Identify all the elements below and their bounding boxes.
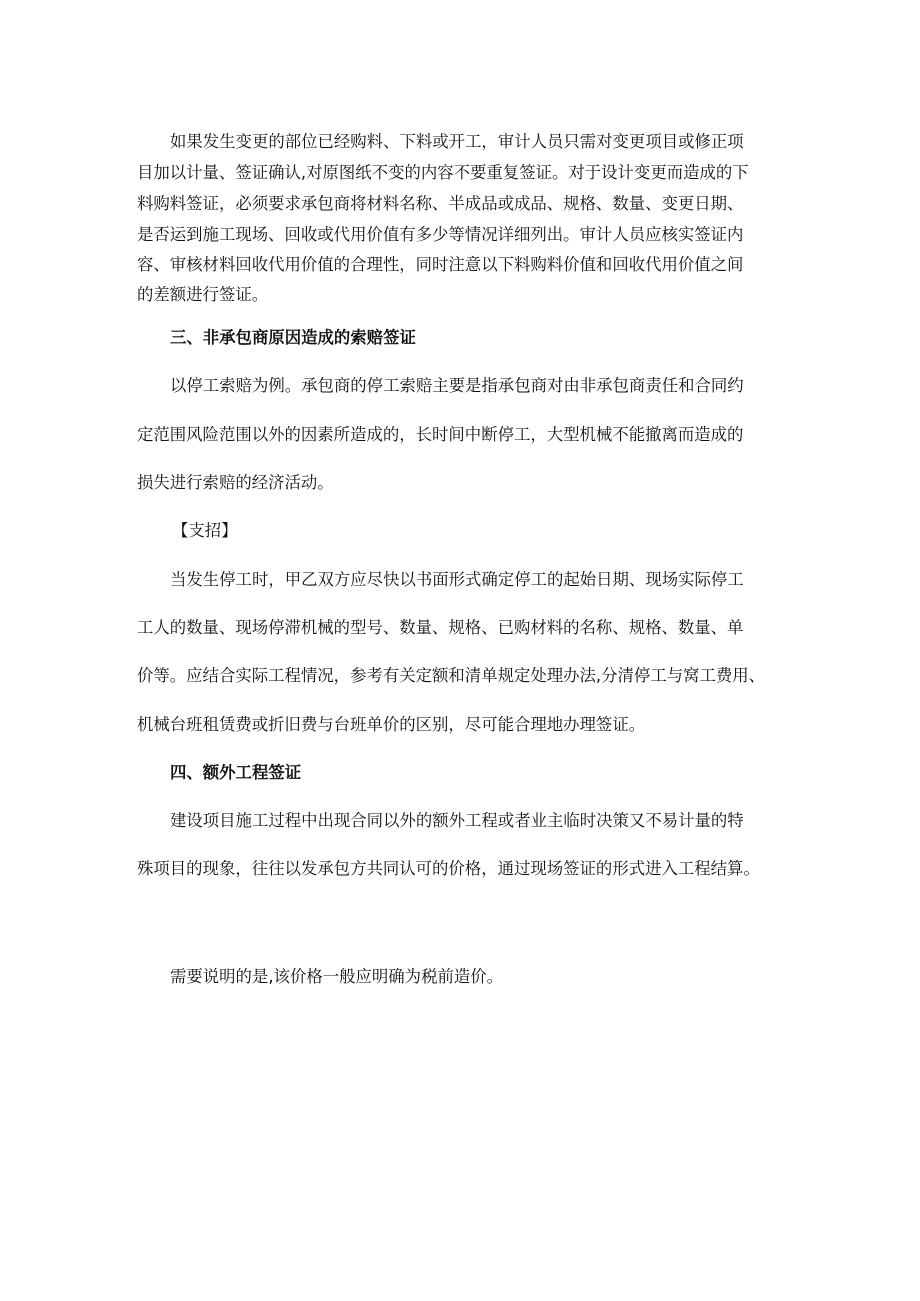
paragraph-3-line-2: 工人的数量、现场停滞机械的型号、数量、规格、已购材料的名称、规格、数量、单 xyxy=(137,618,744,637)
paragraph-1-line-1: 如果发生变更的部位已经购料、下料或开工，审计人员只需对变更项目或修正项 xyxy=(170,132,744,151)
section-heading-3: 三、非承包商原因造成的索赔签证 xyxy=(170,328,416,347)
paragraph-3-line-3: 价等。应结合实际工程情况，参考有关定额和清单规定处理办法,分清停工与窝工费用、 xyxy=(137,666,766,685)
paragraph-1-line-4: 是否运到施工现场、回收或代用价值有多少等情况详细列出。审计人员应核实签证内 xyxy=(137,225,744,244)
tip-label: 【支招】 xyxy=(172,521,238,540)
closing-note: 需要说明的是,该价格一般应明确为税前造价。 xyxy=(170,967,504,986)
paragraph-2-line-3: 损失进行索赔的经济活动。 xyxy=(137,473,334,492)
paragraph-2-line-2: 定范围风险范围以外的因素所造成的，长时间中断停工，大型机械不能撤离而造成的 xyxy=(137,425,744,444)
paragraph-1-line-6: 的差额进行签证。 xyxy=(137,285,269,304)
paragraph-4-line-1: 建设项目施工过程中出现合同以外的额外工程或者业主临时决策又不易计量的特 xyxy=(170,811,744,830)
paragraph-3-line-1: 当发生停工时，甲乙双方应尽快以书面形式确定停工的起始日期、现场实际停工 xyxy=(170,570,744,589)
paragraph-1-line-2: 目加以计量、签证确认,对原图纸不变的内容不要重复签证。对于设计变更而造成的下 xyxy=(137,163,749,182)
paragraph-3-line-4: 机械台班租赁费或折旧费与台班单价的区别，尽可能合理地办理签证。 xyxy=(137,715,646,734)
paragraph-1-line-5: 容、审核材料回收代用价值的合理性，同时注意以下料购料价值和回收代用价值之间 xyxy=(137,255,744,274)
paragraph-4-line-2: 殊项目的现象，往往以发承包方共同认可的价格，通过现场签证的形式进入工程结算。 xyxy=(137,859,760,878)
paragraph-1-line-3: 料购料签证，必须要求承包商将材料名称、半成品或成品、规格、数量、变更日期、 xyxy=(137,194,744,213)
paragraph-2-line-1: 以停工索赔为例。承包商的停工索赔主要是指承包商对由非承包商责任和合同约 xyxy=(170,376,744,395)
section-heading-4: 四、额外工程签证 xyxy=(170,763,302,782)
